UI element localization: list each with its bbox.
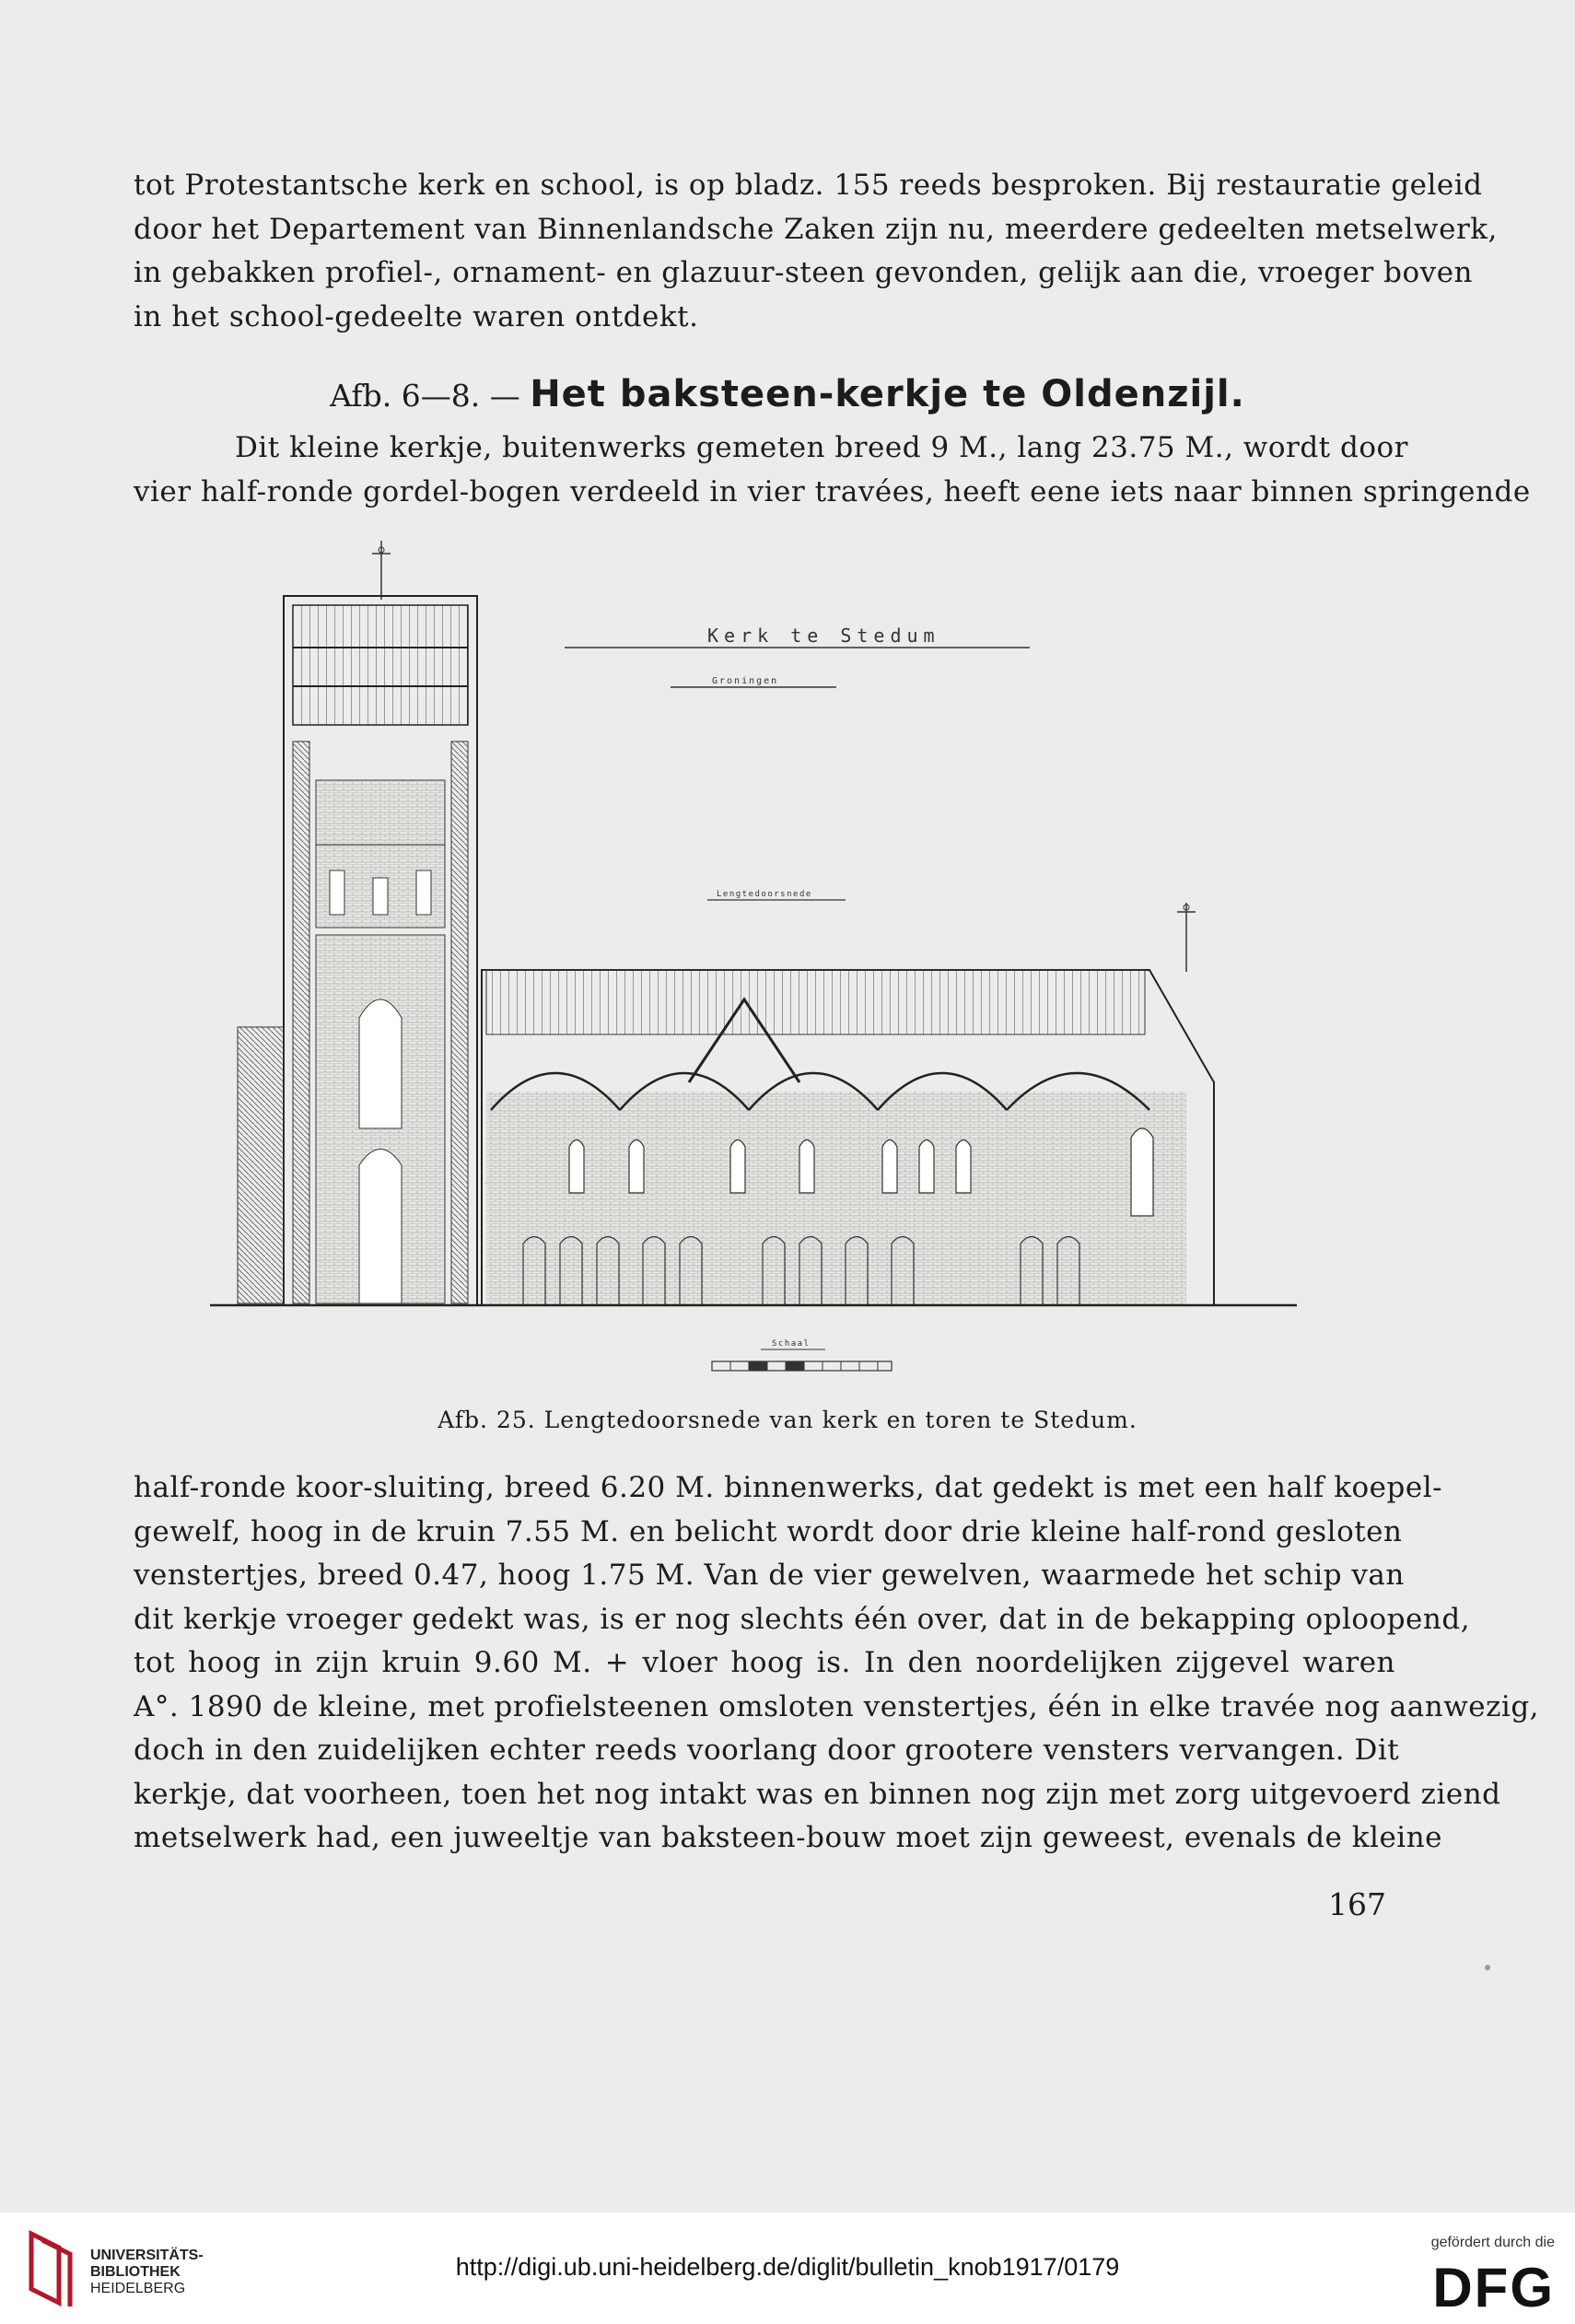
paragraph-1: [134, 164, 1498, 339]
text-line: dit kerkje vroeger gedekt was, is er nog slechts één over, dat in de bekapping oploopend,: [134, 1602, 1471, 1636]
text-line: metselwerk had, een juweeltje van baksteen-bouw moet zijn geweest, evenals de kleine: [134, 1821, 1443, 1854]
text-line: doch in den zuidelijken echter reeds voorlang door grootere vensters vervangen. Dit: [134, 1734, 1400, 1767]
drawing-title-block: [565, 625, 1030, 900]
source-url-link[interactable]: http://digi.ub.uni-heidelberg.de/diglit/bulletin_knob1917/0179: [455, 2253, 1120, 2281]
text-line: gewelf, hoog in de kruin 7.55 M. en belicht wordt door drie kleine half-rond gesloten: [134, 1514, 1403, 1548]
text-line: kerkje, dat voorheen, toen het nog intakt was en binnen nog zijn met zorg uitgevoerd ziend: [134, 1777, 1501, 1811]
page-number: 167: [1328, 1886, 1386, 1922]
figure-caption: Afb. 25. Lengtedoorsnede van kerk en toren te Stedum.: [438, 1407, 1138, 1433]
section-heading: [0, 373, 1575, 415]
text-line: in gebakken profiel-, ornament- en glazuur-steen gevonden, gelijk aan die, vroeger boven: [134, 256, 1474, 289]
funded-by-label: gefördert durch die: [1430, 2235, 1555, 2250]
text-line: Dit kleine kerkje, buitenwerks gemeten breed 9 M., lang 23.75 M., wordt door: [235, 431, 1408, 464]
drawing-title: Kerk te Stedum: [707, 625, 940, 647]
scale-label: Schaal: [772, 1339, 811, 1349]
scale-bar: [712, 1339, 892, 1371]
library-name: UNIVERSITÄTS- BIBLIOTHEK HEIDELBERG: [90, 2248, 204, 2296]
dfg-logo: DFG: [1432, 2257, 1555, 2318]
text-line: in het school-gedeelte waren ontdekt.: [134, 299, 699, 333]
footer-bar: [0, 2213, 1575, 2324]
scan-speck: [1485, 1965, 1490, 1970]
text-line: A°. 1890 de kleine, met profielsteenen omsloten venstertjes, één in elke travée nog aanwezig,: [134, 1689, 1540, 1723]
drawing-section-label: Lengtedoorsnede: [717, 890, 812, 899]
heading-title: Het baksteen-kerkje te Oldenzijl.: [530, 373, 1245, 415]
heading-prefix: Afb. 6—8. —: [330, 378, 531, 414]
text-line: venstertjes, breed 0.47, hoog 1.75 M. Van de vier gewelven, waarmede het schip van: [134, 1559, 1405, 1592]
paragraph-2: [134, 426, 1531, 514]
paragraph-3: [134, 1466, 1540, 1861]
text-line: half-ronde koor-sluiting, breed 6.20 M. binnenwerks, dat gedekt is met een half koepel-: [134, 1471, 1443, 1504]
text-line: tot Protestantsche kerk en school, is op bladz. 155 reeds besproken. Bij restauratie geleid: [134, 169, 1483, 202]
text-line: door het Departement van Binnenlandsche Zaken zijn nu, meerdere gedeelten metselwerk,: [134, 212, 1498, 246]
church-section-drawing: [210, 539, 1315, 1396]
tower: [238, 541, 477, 1305]
text-line: tot hoog in zijn kruin 9.60 M. + vloer hoog is. In den noordelijken zijgevel waren: [134, 1646, 1395, 1679]
text-line: vier half-ronde gordel-bogen verdeeld in vier travées, heeft eene iets naar binnen springende: [134, 474, 1531, 508]
drawing-subtitle: Groningen: [712, 676, 779, 686]
